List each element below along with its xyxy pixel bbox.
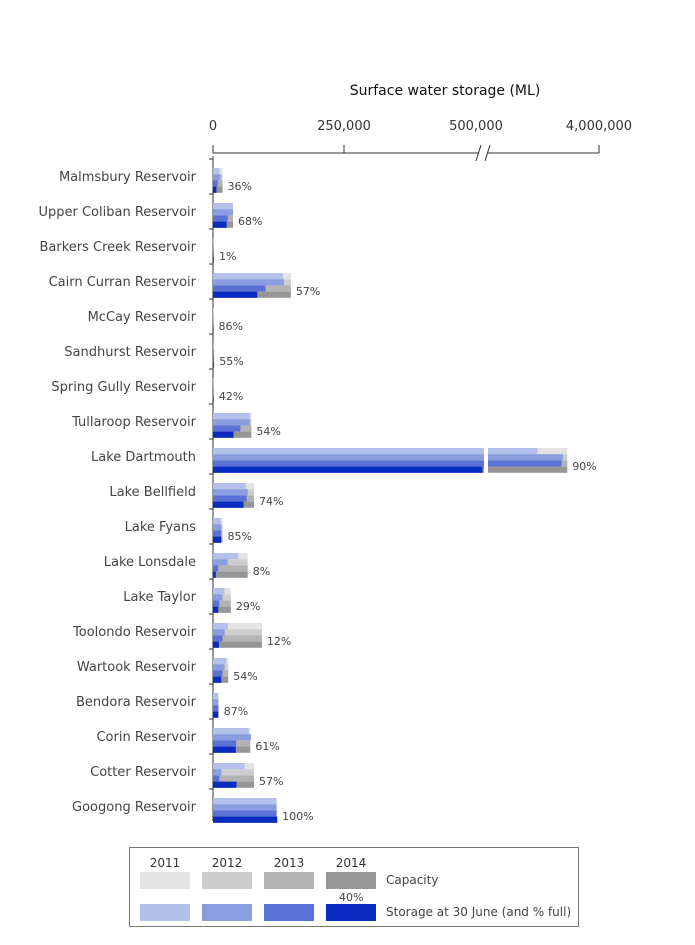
legend [129,847,579,927]
percent-full-label: 85% [227,530,252,543]
storage-bar [213,670,222,676]
percent-full-label: 29% [235,600,261,613]
percent-full-label: 55% [219,355,244,368]
storage-bar [213,250,214,256]
percent-full-label: 57% [259,775,284,788]
storage-bar [213,635,222,641]
storage-bar [213,677,221,683]
category-label: Spring Gully Reservoir [51,380,196,395]
storage-bar [213,285,266,291]
storage-bar [213,705,218,711]
legend-storage-swatch-2011 [140,904,190,921]
percent-full-label: 8% [252,565,271,578]
category-label: Malmsbury Reservoir [58,170,196,185]
storage-bar [213,180,218,186]
storage-bar [213,432,234,438]
labels-layer [38,159,596,823]
storage-bar [213,518,221,524]
storage-bar [213,355,214,361]
storage-bar [213,483,246,489]
storage-bar [213,712,218,718]
storage-bar [213,448,537,454]
storage-bar [213,174,220,180]
storage-bar [213,390,214,396]
percent-full-label: 87% [223,705,249,718]
capacity-bar [213,572,248,578]
category-label: Lake Dartmouth [90,450,196,465]
storage-bar [213,658,226,664]
category-label: Upper Coliban Reservoir [38,205,196,220]
percent-full-label: 86% [218,320,243,333]
legend-year-2011: 2011 [149,856,181,870]
legend-storage-swatch-2014 [326,904,376,921]
storage-bar [213,740,236,746]
storage-bar [213,537,221,543]
category-label: Cotter Reservoir [90,765,196,780]
storage-bar [213,747,236,753]
category-label: McCay Reservoir [87,310,196,325]
storage-bar [213,763,245,769]
storage-bar [213,327,214,333]
legend-capacity-swatch-2014 [326,872,376,889]
category-label: Sandhurst Reservoir [64,345,196,360]
x-tick-label-3: 4,000,000 [565,119,633,134]
x-tick-label-1: 250,000 [317,119,371,134]
storage-bar [213,804,276,810]
storage-bar [213,314,214,320]
storage-bar [213,699,218,705]
percent-full-label: 12% [266,635,292,648]
storage-bar [213,693,218,699]
storage-bar [213,467,482,473]
storage-bar [213,565,218,571]
percent-full-label: 1% [219,250,237,263]
category-label: Barkers Creek Reservoir [39,240,196,255]
storage-bar [213,572,216,578]
storage-bar [213,734,251,740]
storage-bar [213,257,214,263]
storage-bar [213,588,225,594]
axis-break-gap [484,447,488,474]
percent-full-label: 36% [227,180,252,193]
category-label: Wartook Reservoir [76,660,196,675]
percent-full-label: 68% [237,215,263,228]
storage-bar [213,530,221,536]
legend-storage-label: Storage at 30 June (and % full) [386,905,572,919]
storage-bar [213,642,219,648]
category-label: Lake Taylor [123,590,196,605]
storage-bar [213,769,221,775]
percent-full-label: 42% [218,390,244,403]
storage-bar [213,454,563,460]
storage-bar [213,502,244,508]
storage-bar [213,203,233,209]
storage-bar [213,524,221,530]
legend-year-2013: 2013 [273,856,305,870]
legend-capacity-label: Capacity [386,873,439,887]
storage-bar [213,419,250,425]
legend-year-2014: 2014 [335,856,367,870]
storage-bar [213,384,214,390]
storage-bar [213,775,219,781]
storage-bar [213,629,225,635]
storage-bar [213,810,276,816]
percent-full-label: 54% [233,670,258,683]
storage-bar [213,817,277,823]
storage-bar [213,187,216,193]
storage-bar [213,244,214,250]
storage-bar [213,623,228,629]
capacity-bar [213,642,262,648]
category-label: Bendora Reservoir [76,695,196,710]
storage-bar [213,349,214,355]
category-label: Tullaroop Reservoir [72,415,196,430]
category-label: Lake Bellfield [109,485,196,500]
storage-bar [213,600,219,606]
category-label: Googong Reservoir [72,800,196,815]
storage-bar [213,209,233,215]
percent-full-label: 61% [255,740,280,753]
storage-bar [213,279,284,285]
x-tick-label-0: 0 [208,119,218,134]
legend-year-2012: 2012 [211,856,243,870]
percent-full-label: 74% [259,495,284,508]
category-label: Cairn Curran Reservoir [48,275,196,290]
storage-bar [213,343,214,349]
storage-bar [213,594,222,600]
storage-bar [213,222,227,228]
storage-bar [213,378,214,384]
storage-bar [213,168,219,174]
storage-bar [213,425,240,431]
category-label: Lake Fyans [124,520,196,535]
storage-bar [213,460,562,466]
storage-bar [213,362,214,368]
legend-storage-swatch-2012 [202,904,252,921]
storage-bar [213,798,276,804]
x-tick-label-2: 500,000 [449,119,503,134]
storage-bar [213,308,214,314]
storage-bar [213,397,214,403]
storage-bar [213,495,247,501]
storage-bar [213,782,236,788]
storage-bar [213,215,228,221]
storage-bar [213,292,257,298]
chart-title: Surface water storage (ML) [349,83,541,99]
legend-capacity-swatch-2012 [202,872,252,889]
percent-full-label: 90% [572,460,597,473]
legend-sample-percent: 40% [339,891,364,904]
category-label: Lake Lonsdale [103,555,196,570]
storage-bar [213,664,225,670]
percent-full-label: 100% [282,810,314,823]
legend-capacity-swatch-2011 [140,872,190,889]
storage-bar [213,273,283,279]
storage-bar [213,728,249,734]
category-label: Corin Reservoir [96,730,196,745]
storage-bar [213,238,214,244]
storage-bar [213,553,238,559]
legend-storage-swatch-2013 [264,904,314,921]
storage-bar [213,559,228,565]
storage-bar [213,413,250,419]
legend-capacity-swatch-2013 [264,872,314,889]
percent-full-label: 54% [256,425,281,438]
storage-bar [213,489,248,495]
storage-bar [213,320,214,326]
category-label: Toolondo Reservoir [73,625,196,640]
storage-bar [213,607,218,613]
percent-full-label: 57% [295,285,321,298]
